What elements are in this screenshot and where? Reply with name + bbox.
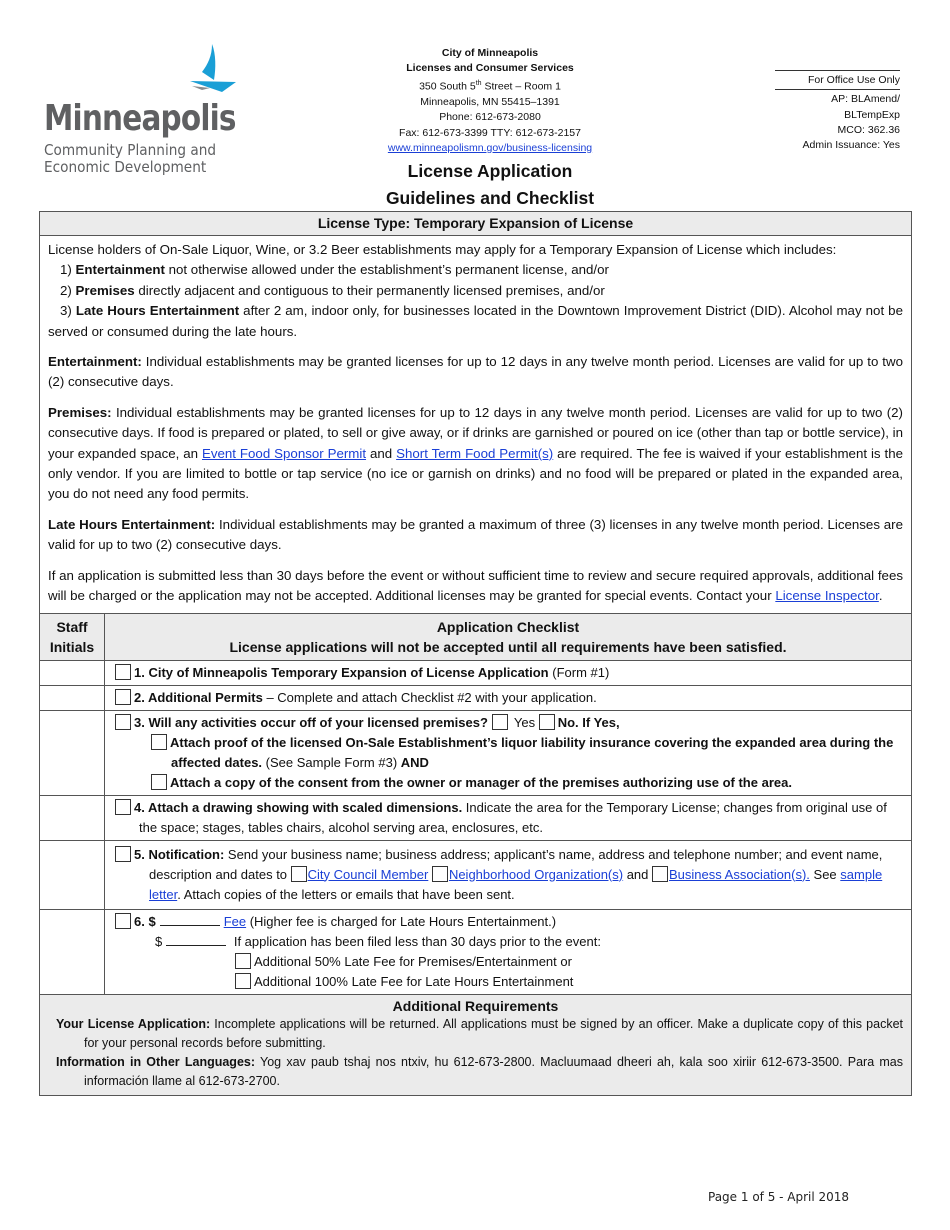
license-type-header: License Type: Temporary Expansion of License [40, 212, 911, 236]
item5-checkbox[interactable] [115, 846, 131, 862]
premises-text-2: are required. The fee is waived if your establishment is the only vendor. If you are limited to bottle or tap service (no ice or garnish on drinks) and no food will be prepared or plated in the expanded area, you do not need any food permits. [48, 445, 903, 502]
item5-text: Send your business name; business address; applicant’s name, address and telephone number; and event name, description and dates to [149, 846, 883, 882]
premises-text: Individual establishments may be granted licenses for up to 12 days in any twelve month period. Licenses are valid for up to two (2) consecutive days. If food is prepared or plated, to sell or give away, or if drinks are garnished or poured on ice (other than tap or bottle service), in your expanded space, an [48, 404, 903, 461]
license-frame [39, 211, 912, 1096]
item2-text: – Complete and attach Checklist #2 with your application. [262, 689, 597, 705]
intro-item-2 [48, 281, 903, 301]
logo-wordmark: Minneapolis [44, 98, 236, 139]
agency-website-link[interactable]: www.minneapolismn.gov/business-licensing [387, 141, 593, 154]
item5-end-text: . Attach copies of the letters or emails that have been sent. [177, 886, 515, 902]
license-application-note [48, 1015, 903, 1053]
checklist-row [40, 840, 911, 909]
item3-checkbox[interactable] [115, 714, 131, 730]
staff-initials-cell[interactable] [40, 795, 105, 840]
other-languages-note [48, 1053, 903, 1091]
item-bold: Entertainment [75, 262, 165, 278]
consent-text: Attach a copy of the consent from the owner or manager of the premises authorizing use of the area. [170, 774, 792, 790]
sailboat-icon [190, 42, 240, 94]
item4-text: Indicate the area for the Temporary License; changes from original use of the space; stages, tables chairs, alcohol serving area, enclosures, etc. [139, 799, 887, 835]
agency-citystate: Minneapolis, MN 55415–1391 [420, 96, 560, 109]
staff-initials-cell[interactable] [40, 840, 105, 909]
address-street: 350 South 5 [419, 80, 476, 93]
item4-title: 4. Attach a drawing showing with scaled dimensions. [134, 799, 463, 815]
fee-amount-field[interactable] [160, 913, 220, 926]
insurance-note: (See Sample Form #3) [262, 754, 401, 770]
late-fee-text: If application has been filed less than 30 days prior to the event: [230, 933, 601, 949]
other-languages-text: Yog xav paub tshaj nos ntxiv, hu 612-673-2800. Macluumaad dheeri ah, kala soo xiriir 612-673-3500. Para mas información llame al 612-673-2700. [84, 1054, 903, 1088]
logo-subtitle-line1: Community Planning and [44, 141, 217, 159]
item1-title: 1. City of Minneapolis Temporary Expansion of License Application [134, 664, 549, 680]
agency-phone: Phone: 612-673-2080 [439, 111, 541, 124]
see-text: See [809, 866, 841, 882]
license-application-text: Incomplete applications will be returned. All applications must be signed by an officer. Make a duplicate copy of this packet for your personal records before submitting. [84, 1016, 904, 1050]
item-bold: Late Hours Entertainment [75, 303, 240, 319]
item-text: not otherwise allowed under the establishment’s permanent license, and/or [164, 262, 609, 278]
item5-title: 5. Notification: [134, 846, 225, 862]
item6-text: (Higher fee is charged for Late Hours Entertainment.) [246, 913, 557, 929]
intro-section [40, 236, 911, 613]
title-line2: Guidelines and Checklist [385, 188, 595, 208]
city-council-member-link[interactable]: City Council Member [307, 866, 429, 882]
office-line: AP: BLAmend/ [831, 93, 900, 106]
late-fee-100-checkbox[interactable] [235, 973, 251, 989]
late-application-paragraph [48, 566, 903, 607]
checklist-row [40, 909, 911, 994]
neighborhood-org-checkbox[interactable] [432, 866, 448, 882]
staff-initials-cell[interactable] [40, 710, 105, 795]
address-sup: th [475, 80, 482, 88]
item3-no-label: No. If Yes, [557, 714, 620, 730]
license-inspector-link[interactable]: License Inspector [775, 588, 879, 604]
premises-and: and [366, 445, 397, 461]
office-use-box [775, 70, 900, 153]
application-checklist [40, 613, 911, 994]
staff-initials-cell[interactable] [40, 909, 105, 994]
office-line: MCO: 362.36 [837, 123, 900, 136]
late-hours-label: Late Hours Entertainment: [48, 516, 216, 532]
fee-link[interactable]: Fee [223, 913, 247, 929]
intro-item-1 [48, 260, 903, 280]
late-fee-amount-field[interactable] [166, 933, 226, 946]
item3-yes-checkbox[interactable] [492, 714, 508, 730]
checklist-row [40, 710, 911, 795]
item-bold: Premises [75, 282, 135, 298]
late-hours-text: Individual establishments may be granted a maximum of three (3) licenses in any twelve month period. Licenses are valid for up to two (2) consecutive days. [48, 516, 903, 553]
item2-checkbox[interactable] [115, 689, 131, 705]
item3-yes-label: Yes [510, 714, 539, 730]
entertainment-text: Individual establishments may be granted licenses for up to 12 days in any twelve month period. Licenses are valid for up to two (2) consecutive days. [48, 354, 903, 390]
and-label: AND [400, 754, 429, 770]
item1-text: (Form #1) [548, 664, 610, 680]
staff-initials-cell[interactable] [40, 685, 105, 710]
item6-title: 6. $ [134, 913, 156, 929]
late-fee-50-checkbox[interactable] [235, 953, 251, 969]
insurance-text: Attach proof of the licensed On-Sale Establishment’s liquor liability insurance covering the expanded area during the affected dates. [170, 734, 894, 770]
address-room: Street – Room 1 [481, 80, 561, 93]
business-association-link[interactable]: Business Association(s). [669, 866, 810, 882]
staff-header-line1: Staff [56, 618, 88, 635]
office-use-header: For Office Use Only [775, 70, 900, 90]
agency-department: Licenses and Consumer Services [406, 62, 574, 75]
item-num: 3) [60, 303, 76, 319]
agency-info [340, 46, 640, 156]
late-application-text: If an application is submitted less than 30 days before the event or without sufficient time to review and secure required approvals, additional fees will be charged or the application may not be accepted. Additional licenses may be granted for special events. Contact your [48, 567, 903, 604]
item3-no-checkbox[interactable] [539, 714, 555, 730]
item-text: directly adjacent and contiguous to their permanently licensed premises, and/or [134, 282, 605, 298]
business-association-checkbox[interactable] [652, 866, 668, 882]
checklist-row [40, 795, 911, 840]
entertainment-paragraph [48, 352, 903, 393]
checklist-title-header [105, 613, 912, 660]
item6-checkbox[interactable] [115, 913, 131, 929]
staff-header-line2: Initials [49, 638, 95, 655]
dollar-sign: $ [155, 933, 163, 949]
council-member-checkbox[interactable] [291, 866, 307, 882]
agency-city: City of Minneapolis [441, 47, 539, 59]
additional-requirements-title: Additional Requirements [392, 997, 559, 1014]
entertainment-label: Entertainment: [48, 354, 142, 370]
checklist-row [40, 685, 911, 710]
item1-checkbox[interactable] [115, 664, 131, 680]
agency-fax: Fax: 612-673-3399 TTY: 612-673-2157 [399, 126, 581, 139]
item3-title: 3. Will any activities occur off of your licensed premises? [134, 714, 488, 730]
minneapolis-logo [44, 42, 254, 182]
checklist-subtitle: License applications will not be accepted until all requirements have been satisfied. [229, 638, 787, 655]
premises-label: Premises: [48, 404, 112, 420]
checklist-row [40, 660, 911, 685]
insurance-checkbox[interactable] [151, 734, 167, 750]
title-line1: License Application [407, 161, 573, 181]
consent-checkbox[interactable] [151, 774, 167, 790]
period: . [878, 588, 883, 604]
staff-initials-cell[interactable] [40, 660, 105, 685]
agency-address [340, 76, 640, 95]
other-languages-label: Information in Other Languages: [56, 1054, 256, 1069]
intro-lead: License holders of On-Sale Liquor, Wine, or 3.2 Beer establishments may apply for a Temporary Expansion of License which includes: [48, 242, 837, 257]
logo-subtitle-line2: Economic Development [44, 158, 207, 176]
late-hours-paragraph [48, 515, 903, 556]
event-food-sponsor-permit-link[interactable]: Event Food Sponsor Permit [201, 445, 367, 461]
page-footer: Page 1 of 5 - April 2018 [708, 1190, 850, 1204]
office-line: Admin Issuance: Yes [802, 139, 900, 152]
item2-title: 2. Additional Permits [134, 689, 263, 705]
item-num: 1) [60, 262, 76, 278]
short-term-food-permit-link[interactable]: Short Term Food Permit(s) [396, 445, 554, 461]
late-fee-100-label: Additional 100% Late Fee for Late Hours Entertainment [254, 973, 574, 989]
item-text: after 2 am, indoor only, for businesses located in the Downtown Improvement District (DID). Alcohol may not be served or consumed during the late hours. [48, 303, 903, 339]
item4-checkbox[interactable] [115, 799, 131, 815]
document-title [340, 158, 640, 212]
item-num: 2) [60, 282, 76, 298]
intro-item-3 [48, 301, 903, 342]
office-line: BLTempExp [844, 108, 900, 121]
premises-paragraph [48, 403, 903, 505]
and-text: and [623, 866, 653, 882]
additional-requirements [40, 994, 911, 1095]
late-fee-50-label: Additional 50% Late Fee for Premises/Entertainment or [254, 953, 572, 969]
license-application-label: Your License Application: [56, 1016, 211, 1031]
neighborhood-organization-link[interactable]: Neighborhood Organization(s) [448, 866, 624, 882]
checklist-header-row [40, 613, 911, 660]
checklist-title: Application Checklist [436, 618, 580, 635]
sample-letter-link[interactable]: sample letter [149, 866, 883, 902]
staff-initials-header [40, 613, 105, 660]
